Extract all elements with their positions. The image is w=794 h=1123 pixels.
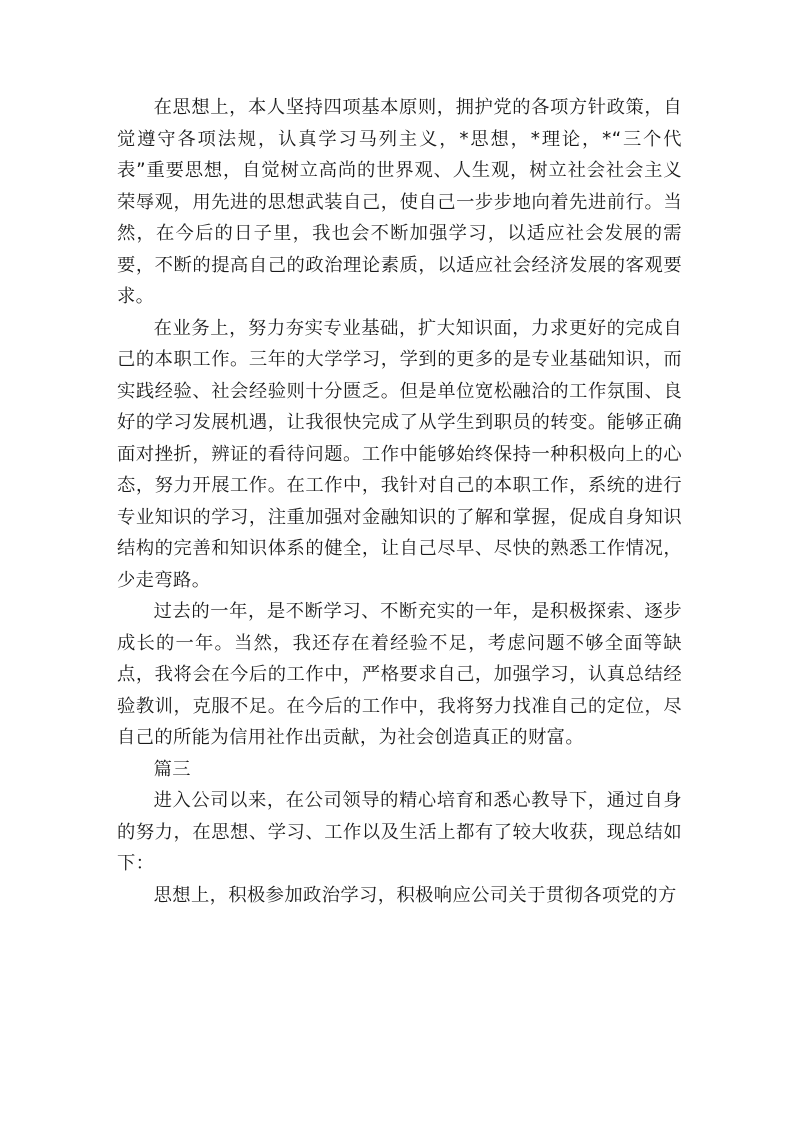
paragraph-joining-company: 进入公司以来，在公司领导的精心培育和悉心教导下，通过自身的努力，在思想、学习、工作以及生活上都有了较大收获，现总结如下： bbox=[117, 790, 682, 874]
section-heading: 篇三 bbox=[153, 758, 191, 780]
paragraph-political-study: 思想上，积极参加政治学习，积极响应公司关于贯彻各项党的方 bbox=[153, 884, 677, 906]
paragraph-past-year: 过去的一年，是不断学习、不断充实的一年，是积极探索、逐步成长的一年。当然，我还存在着经验不足，考虑问题不够全面等缺点，我将会在今后的工作中，严格要求自己，加强学习，认真总结经验教训，克服不足。在今后的工作中，我将努力找准自己的定位，尽自己的所能为信用社作出贡献，为社会创造真正的财富。 bbox=[117, 601, 682, 748]
document-body bbox=[117, 92, 682, 911]
paragraph-thought: 在思想上，本人坚持四项基本原则，拥护党的各项方针政策，自觉遵守各项法规，认真学习马列主义，*思想，*理论，*“三个代表”重要思想，自觉树立高尚的世界观、人生观，树立社会社会主义荣辱观，用先进的思想武装自己，使自己一步步地向着先进前行。当然，在今后的日子里，我也会不断加强学习，以适应社会发展的需要，不断的提高自己的政治理论素质，以适应社会经济发展的客观要求。 bbox=[117, 97, 682, 307]
paragraph-business: 在业务上，努力夯实专业基础，扩大知识面，力求更好的完成自己的本职工作。三年的大学学习，学到的更多的是专业基础知识，而实践经验、社会经验则十分匮乏。但是单位宽松融洽的工作氛围、良好的学习发展机遇，让我很快完成了从学生到职员的转变。能够正确面对挫折，辨证的看待问题。工作中能够始终保持一种积极向上的心态，努力开展工作。在工作中，我针对自己的本职工作，系统的进行专业知识的学习，注重加强对金融知识的了解和掌握，促成自身知识结构的完善和知识体系的健全，让自己尽早、尽快的熟悉工作情况，少走弯路。 bbox=[117, 317, 682, 591]
